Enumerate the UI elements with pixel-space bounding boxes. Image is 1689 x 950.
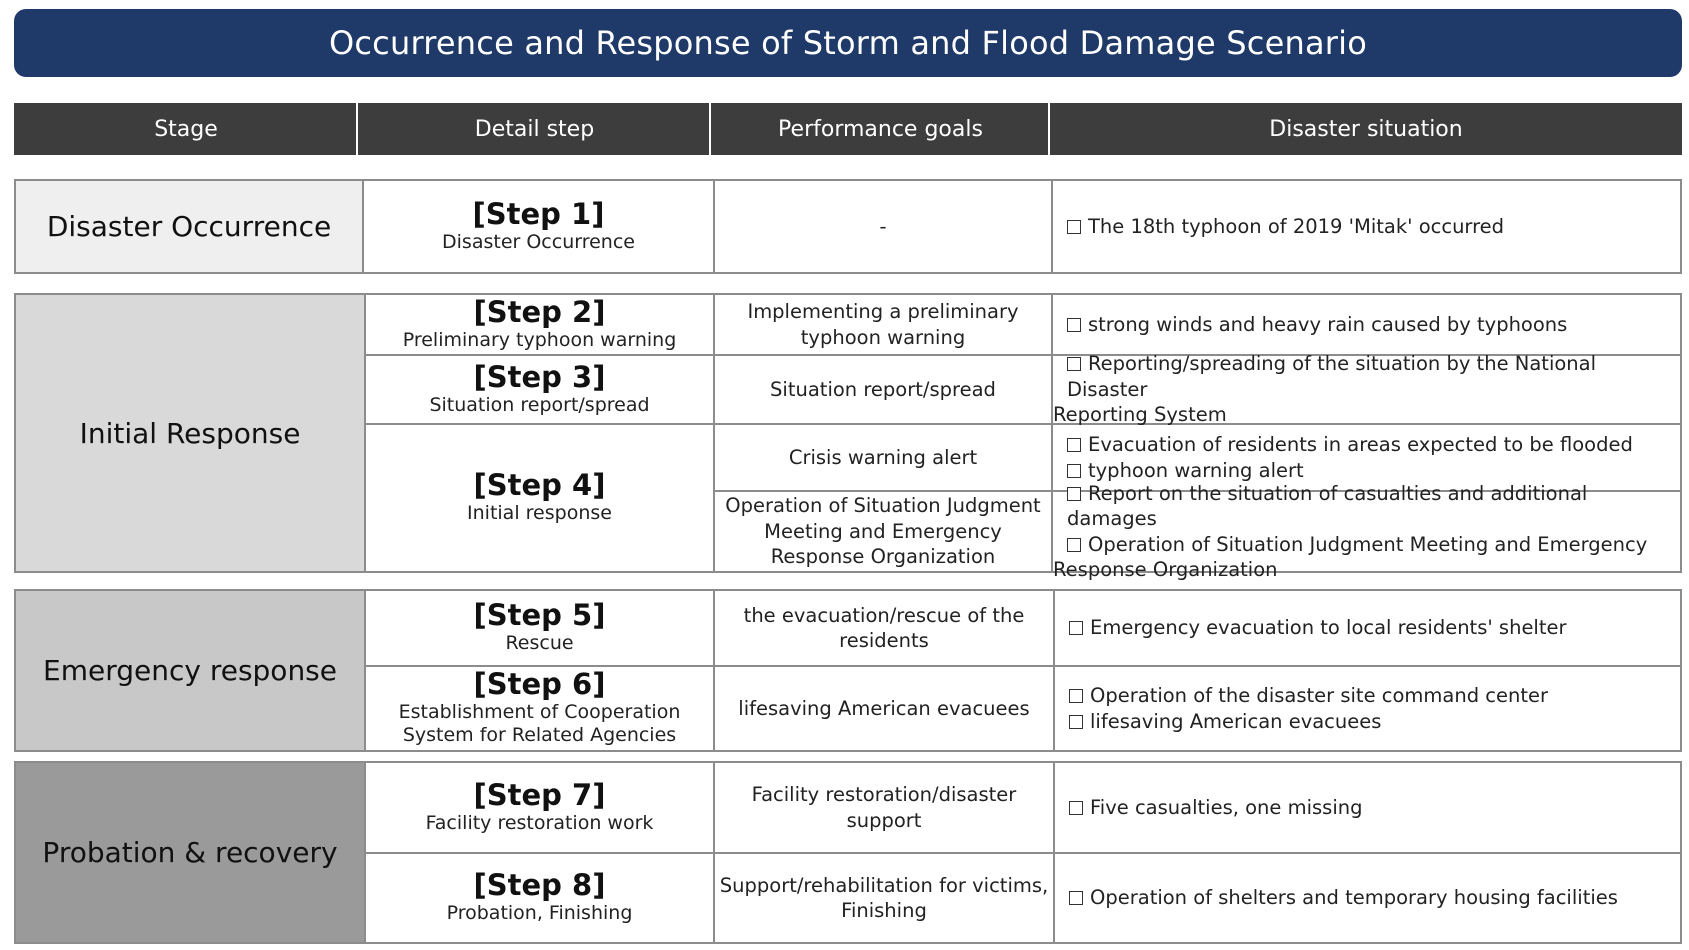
situation-item: lifesaving American evacuees — [1069, 709, 1381, 734]
step-cell — [366, 356, 713, 423]
page-title: Occurrence and Response of Storm and Flood Damage Scenario — [14, 9, 1682, 77]
checkbox-icon — [1067, 318, 1081, 332]
goal-cell: Operation of Situation Judgment Meeting and Emergency Response Organization — [725, 494, 1041, 569]
step-title: [Step 6] — [473, 666, 606, 701]
situation-item: Reporting/spreading of the situation by the National Disaster — [1067, 352, 1597, 401]
checkbox-icon — [1069, 801, 1083, 815]
step-title: [Step 5] — [473, 598, 606, 633]
checkbox-icon — [1067, 487, 1081, 501]
checkbox-icon — [1069, 689, 1083, 703]
step-title: [Step 1] — [472, 196, 605, 231]
step-cell — [366, 295, 713, 354]
checkbox-icon — [1067, 357, 1081, 371]
situation-item: typhoon warning alert — [1067, 458, 1304, 483]
step-cell — [366, 854, 713, 942]
stage-group-disaster-occurrence — [14, 179, 1682, 274]
step-title: [Step 8] — [473, 868, 606, 903]
step-subtitle: Facility restoration work — [425, 811, 654, 834]
goal-cell: Facility restoration/disaster support — [751, 783, 1017, 832]
checkbox-icon — [1067, 464, 1081, 478]
checkbox-icon — [1067, 220, 1081, 234]
goal-cell: Crisis warning alert — [788, 445, 978, 469]
step-title: [Step 4] — [473, 468, 606, 503]
step-cell — [364, 181, 713, 272]
step-subtitle: Initial response — [467, 502, 612, 525]
checkbox-icon — [1069, 891, 1083, 905]
step-cell — [366, 591, 713, 665]
stage-group-initial-response — [14, 293, 1682, 581]
situation-item-continued: Response Organization — [1053, 557, 1278, 581]
stage-group-emergency-response — [14, 589, 1682, 752]
situation-item: Operation of the disaster site command center — [1069, 683, 1548, 708]
stage-label: Initial Response — [16, 295, 364, 571]
checkbox-icon — [1069, 621, 1083, 635]
stage-group-probation-recovery — [14, 761, 1682, 944]
situation-item: Operation of Situation Judgment Meeting and Emergency — [1067, 532, 1647, 557]
situation-cell — [1055, 591, 1680, 665]
situation-item: Operation of shelters and temporary housing facilities — [1069, 885, 1618, 910]
step-subtitle: Preliminary typhoon warning — [402, 328, 677, 351]
situation-cell — [1055, 667, 1680, 750]
step-subtitle: Situation report/spread — [429, 393, 650, 416]
situation-item: Five casualties, one missing — [1069, 795, 1363, 820]
situation-cell — [1055, 854, 1680, 942]
checkbox-icon — [1069, 715, 1083, 729]
step-subtitle: Rescue — [505, 632, 574, 655]
header-divider — [709, 103, 711, 155]
step-subtitle: Establishment of Cooperation System for Related Agencies — [398, 700, 681, 747]
goal-cell: Implementing a preliminary typhoon warning — [747, 300, 1019, 349]
goal-cell: Support/rehabilitation for victims, Finishing — [719, 873, 1049, 922]
stage-label: Probation & recovery — [16, 763, 364, 942]
situation-item: Evacuation of residents in areas expected to be flooded — [1067, 432, 1633, 457]
situation-item: Report on the situation of casualties and additional damages — [1067, 481, 1588, 531]
situation-cell — [1053, 181, 1680, 272]
situation-item: The 18th typhoon of 2019 'Mitak' occurred — [1067, 214, 1504, 239]
step-subtitle: Probation, Finishing — [446, 902, 633, 925]
situation-item: strong winds and heavy rain caused by typhoons — [1067, 312, 1567, 337]
header-stage: Stage — [14, 103, 358, 155]
situation-item: Emergency evacuation to local residents' shelter — [1069, 615, 1567, 640]
header-divider — [356, 103, 358, 155]
stage-label: Disaster Occurrence — [16, 181, 362, 272]
step-title: [Step 3] — [473, 359, 606, 394]
goal-cell: lifesaving American evacuees — [738, 696, 1030, 720]
step-title: [Step 7] — [473, 777, 606, 812]
step-title: [Step 2] — [473, 294, 606, 329]
situation-cell — [1053, 352, 1680, 427]
header-disaster-situation: Disaster situation — [1050, 103, 1682, 155]
situation-item-continued: Reporting System — [1053, 403, 1227, 427]
step-cell — [366, 763, 713, 852]
situation-cell — [1055, 763, 1680, 852]
step-cell — [366, 425, 713, 571]
header-detail-step: Detail step — [358, 103, 711, 155]
header-performance-goals: Performance goals — [711, 103, 1050, 155]
situation-cell — [1053, 295, 1680, 354]
header-divider — [1048, 103, 1050, 155]
goal-cell: - — [879, 214, 887, 238]
stage-label: Emergency response — [16, 591, 364, 750]
checkbox-icon — [1067, 438, 1081, 452]
step-subtitle: Disaster Occurrence — [442, 230, 635, 253]
situation-cell — [1053, 481, 1680, 581]
step-cell — [366, 667, 713, 750]
checkbox-icon — [1067, 538, 1081, 552]
goal-cell: Situation report/spread — [770, 377, 996, 401]
goal-cell: the evacuation/rescue of the residents — [743, 603, 1025, 652]
